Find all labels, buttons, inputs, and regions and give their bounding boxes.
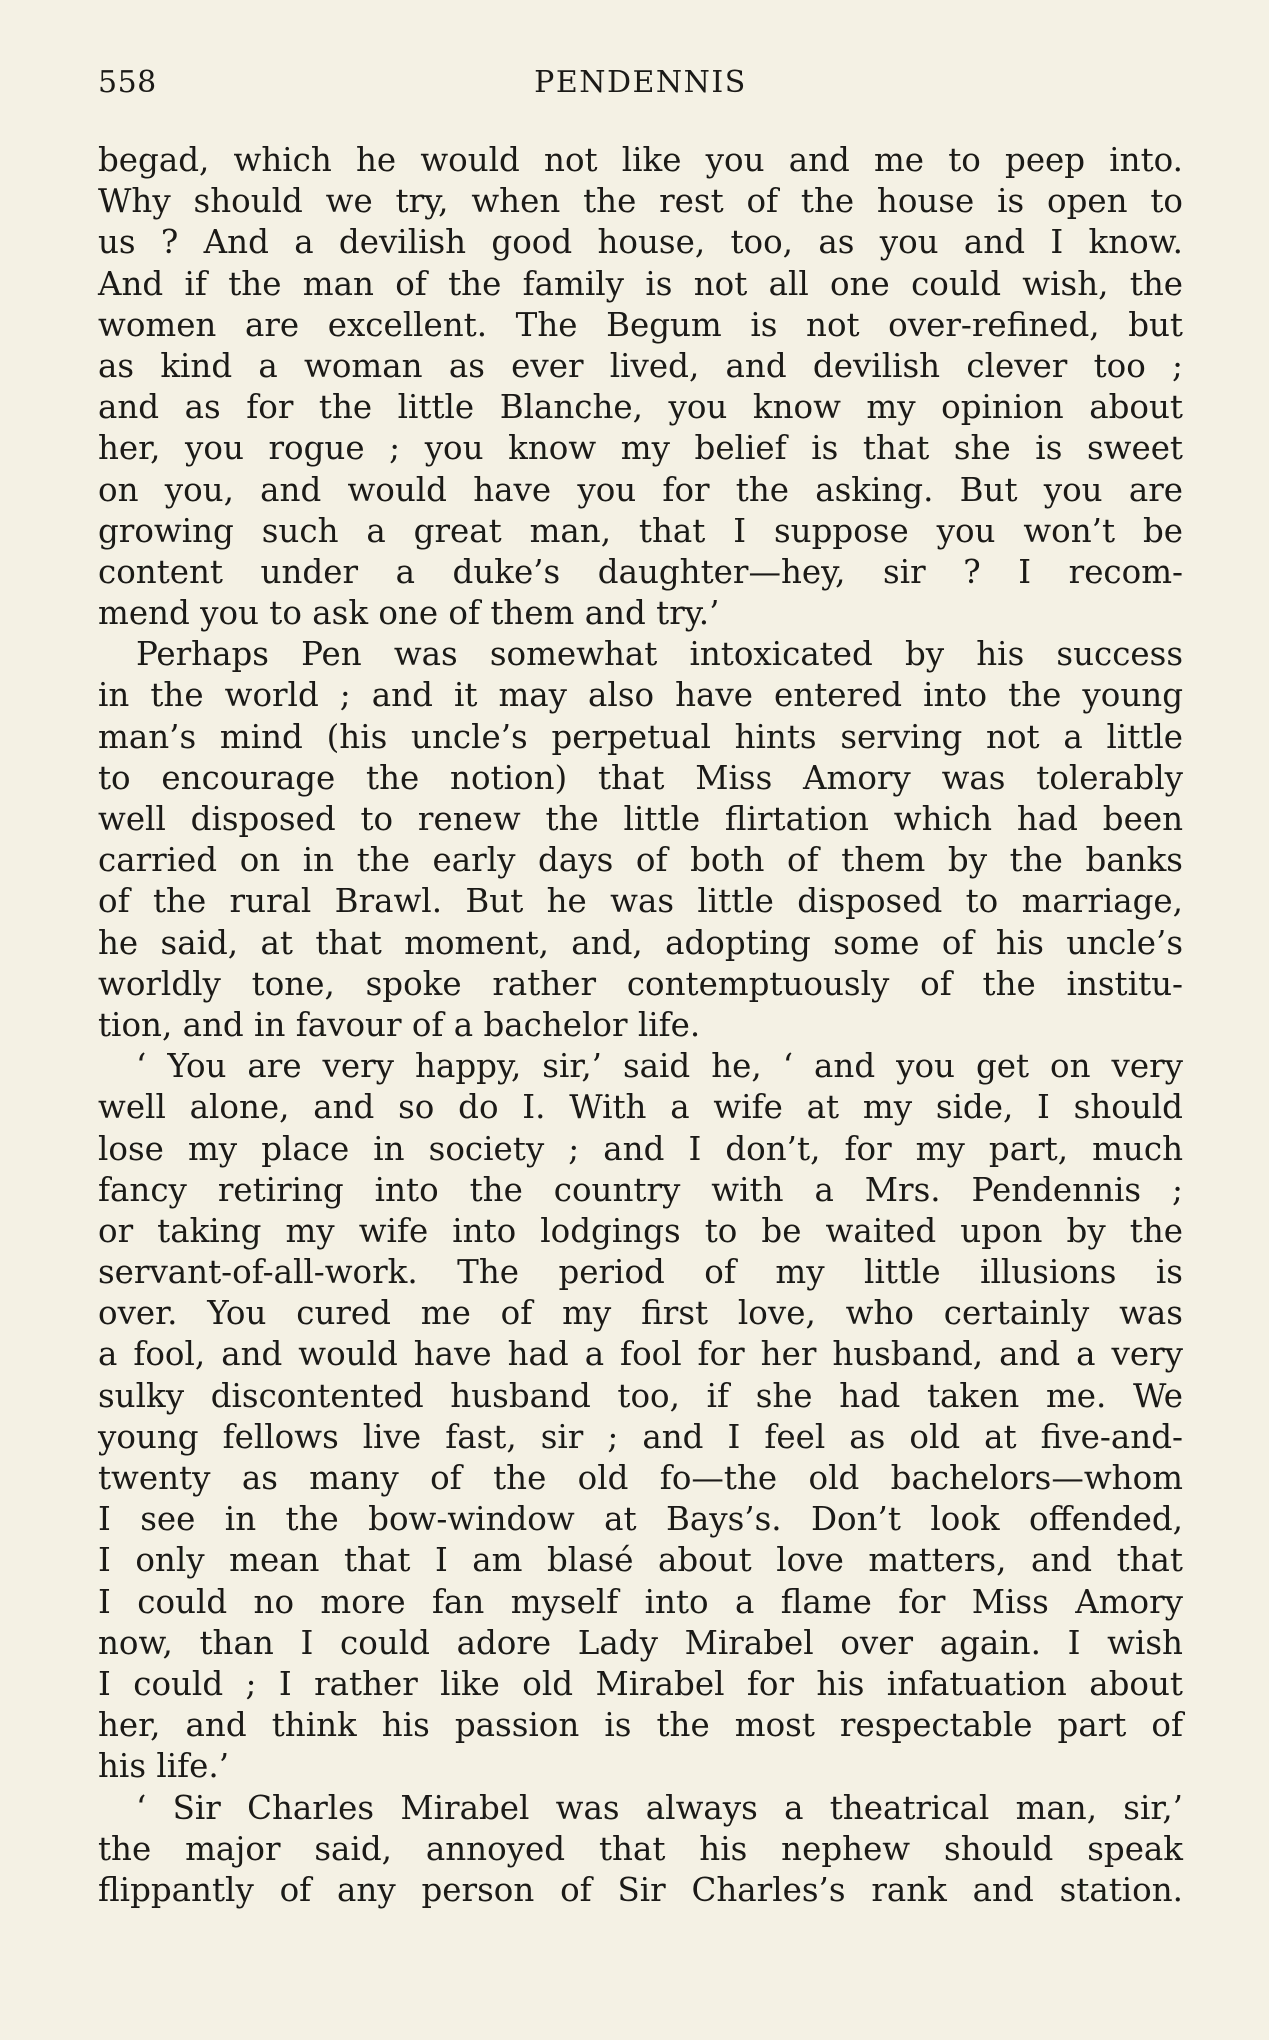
text-line: now, than I could adore Lady Mirabel over again. I wish (98, 1623, 1183, 1662)
text-line: over. You cured me of my first love, who certainly was (98, 1294, 1183, 1333)
text-line: as kind a woman as ever lived, and devilish clever too ; (98, 346, 1183, 385)
body-text (98, 140, 1183, 1911)
text-line: fancy retiring into the country with a Mrs. Pendennis ; (98, 1170, 1183, 1209)
text-line: well alone, and so do I. With a wife at my side, I should (98, 1088, 1183, 1127)
text-line: And if the man of the family is not all one could wish, the (98, 264, 1183, 303)
text-line: he said, at that moment, and, adopting some of his uncle’s (98, 923, 1183, 962)
text-line: worldly tone, spoke rather contemptuously of the institu- (98, 964, 1183, 1003)
running-title: PENDENNIS (534, 65, 747, 100)
text-line: or taking my wife into lodgings to be waited upon by the (98, 1211, 1183, 1250)
text-line: and as for the little Blanche, you know my opinion about (98, 388, 1183, 427)
page-number: 558 (98, 65, 157, 100)
text-line: twenty as many of the old fo—the old bachelors—whom (98, 1459, 1183, 1497)
text-line: I see in the bow-window at Bays’s. Don’t look offended, (98, 1500, 1183, 1539)
text-line: her, and think his passion is the most respectable part of (98, 1706, 1183, 1745)
text-line: flippantly of any person of Sir Charles’s rank and station. (98, 1870, 1183, 1909)
text-line: Why should we try, when the rest of the house is open to (98, 182, 1183, 221)
text-line: a fool, and would have had a fool for her husband, and a very (98, 1335, 1183, 1374)
text-line: ‘ You are very happy, sir,’ said he, ‘ and you get on very (136, 1047, 1183, 1086)
text-line: the major said, annoyed that his nephew should speak (98, 1829, 1183, 1868)
text-line: young fellows live fast, sir ; and I feel as old at five-and- (98, 1417, 1183, 1456)
text-line: her, you rogue ; you know my belief is that she is sweet (98, 429, 1183, 468)
text-line: growing such a great man, that I suppose you won’t be (98, 511, 1183, 550)
text-line: begad, which he would not like you and me to peep into. (98, 141, 1183, 179)
text-line: I only mean that I am blasé about love matters, and that (98, 1541, 1183, 1580)
page-header (98, 60, 1183, 106)
text-line: his life.’ (98, 1747, 230, 1786)
text-line: content under a duke’s daughter—hey, sir ? I recom- (98, 552, 1183, 591)
text-line: tion, and in favour of a bachelor life. (98, 1005, 701, 1044)
text-line: on you, and would have you for the asking. But you are (98, 470, 1183, 509)
text-line: us ? And a devilish good house, too, as you and I know. (98, 223, 1183, 262)
text-line: to encourage the notion) that Miss Amory was tolerably (98, 758, 1183, 797)
text-line: I could no more fan myself into a flame for Miss Amory (98, 1582, 1183, 1621)
text-line: man’s mind (his uncle’s perpetual hints serving not a little (98, 717, 1183, 756)
text-line: of the rural Brawl. But he was little disposed to marriage, (98, 882, 1183, 921)
text-line: lose my place in society ; and I don’t, for my part, much (98, 1129, 1183, 1168)
text-line: sulky discontented husband too, if she had taken me. We (98, 1376, 1183, 1415)
text-line: women are excellent. The Begum is not over-refined, but (98, 305, 1183, 344)
text-line: I could ; I rather like old Mirabel for his infatuation about (98, 1664, 1183, 1703)
text-line: servant-of-all-work. The period of my little illusions is (98, 1253, 1183, 1292)
text-line: carried on in the early days of both of them by the banks (98, 841, 1183, 880)
text-line: Perhaps Pen was somewhat intoxicated by his success (136, 635, 1183, 674)
text-line: ‘ Sir Charles Mirabel was always a theatrical man, sir,’ (136, 1788, 1183, 1827)
text-line: mend you to ask one of them and try.’ (98, 594, 720, 633)
text-line: well disposed to renew the little flirtation which had been (98, 800, 1183, 838)
text-line: in the world ; and it may also have entered into the young (98, 676, 1183, 715)
